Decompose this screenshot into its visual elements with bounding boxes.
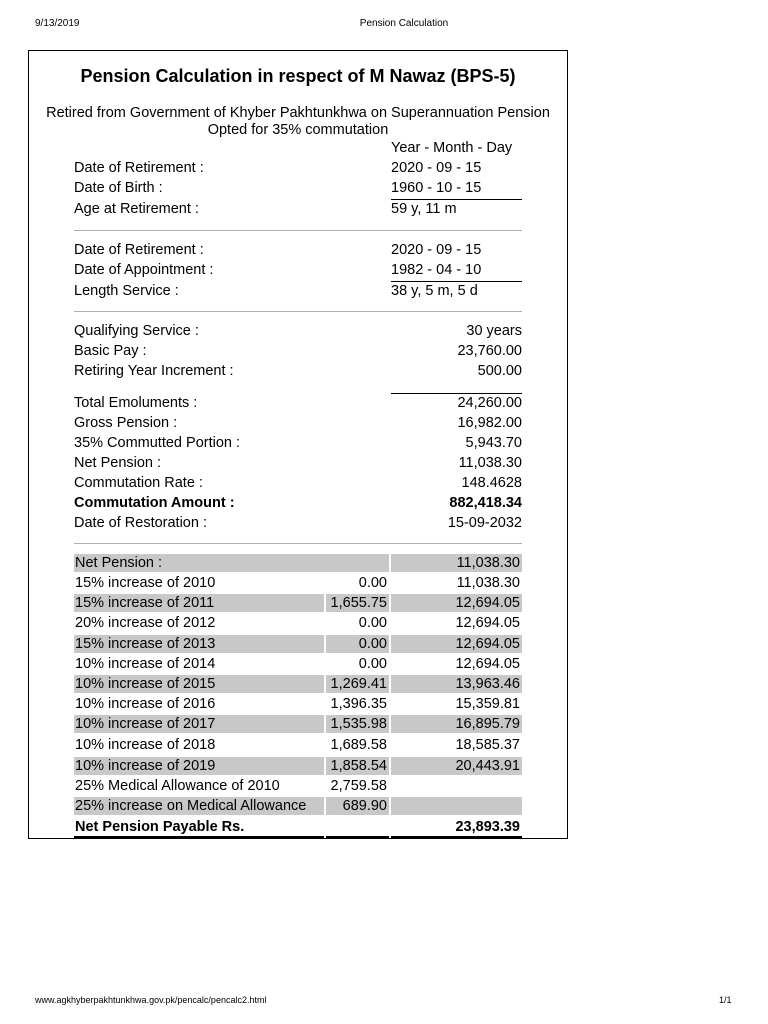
row-increase: 2,759.58 xyxy=(330,778,387,794)
table-row xyxy=(74,614,522,632)
length-service-value: 38 y, 5 m, 5 d xyxy=(391,283,478,299)
retirement-date-label: Date of Retirement : xyxy=(74,160,204,176)
row-increase: 1,396.35 xyxy=(330,696,387,712)
row-increase: 0.00 xyxy=(358,615,387,631)
increment-label: Retiring Year Increment : xyxy=(74,363,234,379)
row-total: 12,694.05 xyxy=(455,656,520,672)
sum-line xyxy=(391,393,522,394)
net-payable-label: Net Pension Payable Rs. xyxy=(74,818,324,838)
row-label: 25% Medical Allowance of 2010 xyxy=(75,778,280,794)
row-label: 10% increase of 2018 xyxy=(75,737,216,753)
age-label: Age at Retirement : xyxy=(74,201,199,217)
net-pension-value: 11,038.30 xyxy=(458,455,522,471)
row-label: 25% increase on Medical Allowance xyxy=(74,797,324,815)
commuted-portion-label: 35% Commutted Portion : xyxy=(74,435,241,451)
restoration-date-label: Date of Restoration : xyxy=(74,515,207,531)
row-increase: 1,269.41 xyxy=(326,675,389,693)
gross-pension-label: Gross Pension : xyxy=(74,415,178,431)
table-row xyxy=(74,574,522,592)
basic-pay-label: Basic Pay : xyxy=(74,343,147,359)
appointment-date-label: Date of Appointment : xyxy=(74,262,214,278)
table-row xyxy=(74,695,522,713)
ymd-header: Year - Month - Day xyxy=(391,140,513,156)
birth-date-value: 1960 - 10 - 15 xyxy=(391,180,482,196)
table-row xyxy=(74,554,522,572)
print-title: Pension Calculation xyxy=(359,18,449,29)
row-label: Net Pension : xyxy=(74,554,389,572)
commuted-portion-value: 5,943.70 xyxy=(465,435,522,451)
row-label: 15% increase of 2011 xyxy=(74,594,324,612)
commutation-amount-value: 882,418.34 xyxy=(449,495,522,511)
row-total: 15,359.81 xyxy=(455,696,520,712)
table-row xyxy=(74,594,522,612)
row-total: 11,038.30 xyxy=(391,554,522,572)
row-total: 11,038.30 xyxy=(456,575,520,591)
subtraction-line xyxy=(391,199,522,200)
service-retirement-value: 2020 - 09 - 15 xyxy=(391,242,482,258)
table-row xyxy=(74,736,522,754)
commutation-amount-label: Commutation Amount : xyxy=(74,495,235,511)
appointment-date-value: 1982 - 04 - 10 xyxy=(391,262,482,278)
print-date: 9/13/2019 xyxy=(35,18,80,29)
row-increase: 1,535.98 xyxy=(326,715,389,733)
row-total xyxy=(391,777,522,795)
age-value: 59 y, 11 m xyxy=(391,201,457,217)
row-increase xyxy=(326,818,389,838)
row-label: 10% increase of 2017 xyxy=(74,715,324,733)
section-divider xyxy=(74,311,522,312)
total-emoluments-value: 24,260.00 xyxy=(457,395,522,411)
table-row xyxy=(74,715,522,733)
document-subtitle: Retired from Government of Khyber Pakhtunkhwa on Superannuation Pension xyxy=(46,105,550,121)
table-row xyxy=(74,757,522,775)
row-total: 12,694.05 xyxy=(391,635,522,653)
basic-pay-value: 23,760.00 xyxy=(457,343,522,359)
commutation-rate-value: 148.4628 xyxy=(461,475,522,491)
row-increase: 689.90 xyxy=(326,797,389,815)
row-label: 15% increase of 2010 xyxy=(75,575,216,591)
gross-pension-value: 16,982.00 xyxy=(457,415,522,431)
length-service-label: Length Service : xyxy=(74,283,179,299)
service-retirement-label: Date of Retirement : xyxy=(74,242,204,258)
qualifying-service-value: 30 years xyxy=(466,323,522,339)
table-row xyxy=(74,675,522,693)
section-divider xyxy=(74,230,522,231)
row-total: 12,694.05 xyxy=(391,594,522,612)
row-increase: 1,689.58 xyxy=(330,737,387,753)
table-row xyxy=(74,635,522,653)
table-row xyxy=(74,655,522,673)
net-payable-value: 23,893.39 xyxy=(391,818,522,838)
net-pension-label: Net Pension : xyxy=(74,455,162,471)
row-total: 13,963.46 xyxy=(391,675,522,693)
row-increase: 1,858.54 xyxy=(326,757,389,775)
restoration-date-value: 15-09-2032 xyxy=(447,515,522,531)
row-total: 20,443.91 xyxy=(391,757,522,775)
total-emoluments-label: Total Emoluments : xyxy=(74,395,198,411)
row-increase: 0.00 xyxy=(358,656,387,672)
row-label: 15% increase of 2013 xyxy=(74,635,324,653)
document-title: Pension Calculation in respect of M Nawaz (BPS-5) xyxy=(80,66,516,86)
table-row xyxy=(74,797,522,815)
row-increase: 1,655.75 xyxy=(326,594,389,612)
row-label: 20% increase of 2012 xyxy=(75,615,216,631)
table-row-total xyxy=(74,818,522,836)
commutation-rate-label: Commutation Rate : xyxy=(74,475,203,491)
row-increase: 0.00 xyxy=(358,575,387,591)
row-total: 16,895.79 xyxy=(391,715,522,733)
increment-value: 500.00 xyxy=(477,363,522,379)
qualifying-service-label: Qualifying Service : xyxy=(74,323,199,339)
row-label: 10% increase of 2016 xyxy=(75,696,216,712)
row-total xyxy=(391,797,522,815)
row-total: 18,585.37 xyxy=(455,737,520,753)
section-divider xyxy=(74,543,522,544)
commutation-option: Opted for 35% commutation xyxy=(207,122,389,138)
print-page-number: 1/1 xyxy=(719,995,732,1005)
table-row xyxy=(74,777,522,795)
birth-date-label: Date of Birth : xyxy=(74,180,163,196)
row-label: 10% increase of 2015 xyxy=(74,675,324,693)
print-url: www.agkhyberpakhtunkhwa.gov.pk/pencalc/pencalc2.html xyxy=(35,995,267,1005)
row-total: 12,694.05 xyxy=(455,615,520,631)
row-increase: 0.00 xyxy=(326,635,389,653)
retirement-date-value: 2020 - 09 - 15 xyxy=(391,160,482,176)
row-label: 10% increase of 2019 xyxy=(74,757,324,775)
row-label: 10% increase of 2014 xyxy=(75,656,216,672)
subtraction-line xyxy=(391,281,522,282)
